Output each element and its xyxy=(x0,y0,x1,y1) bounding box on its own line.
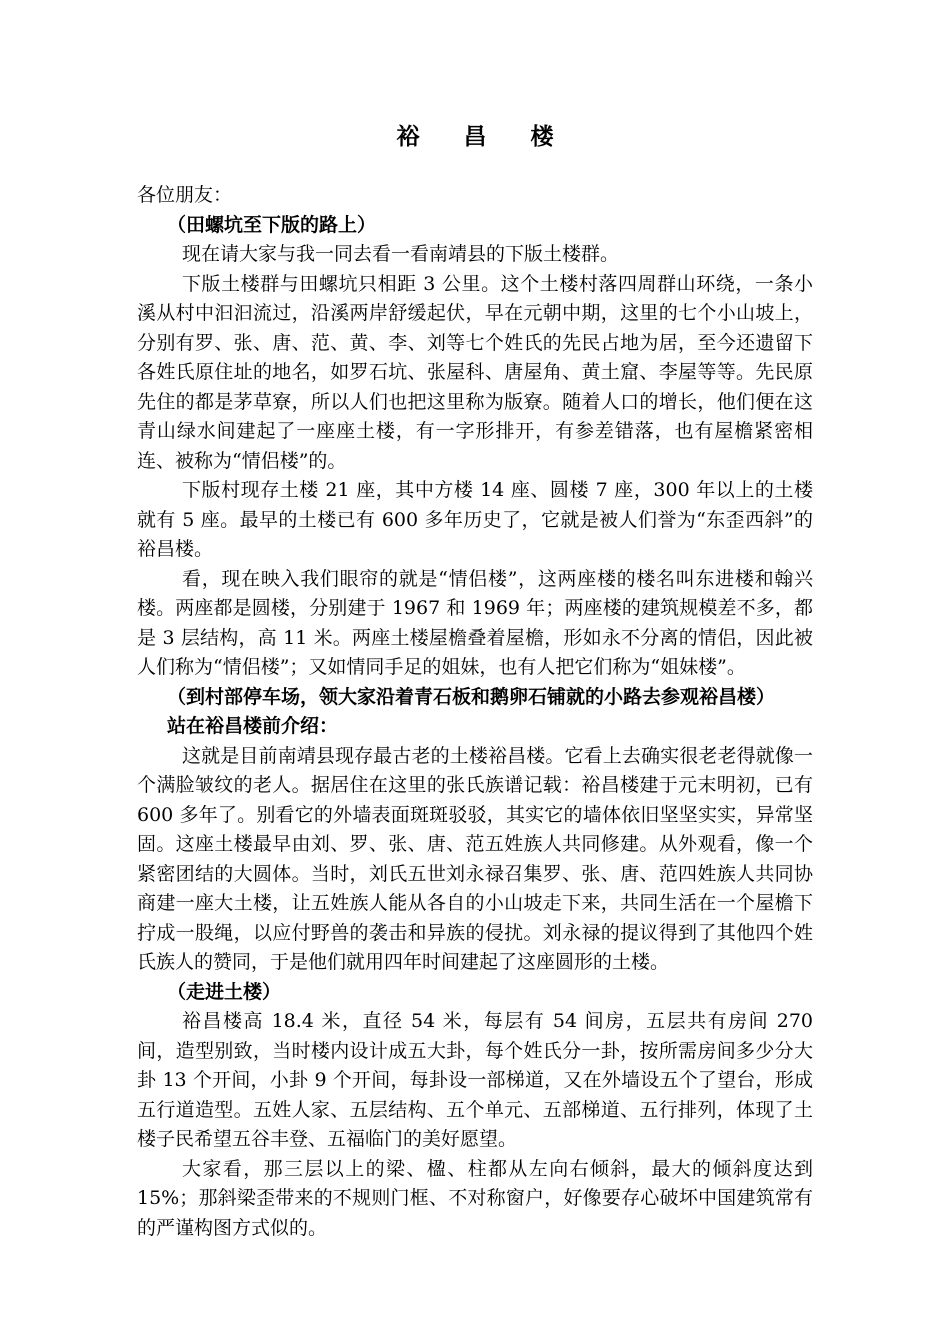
paragraph: 现在请大家与我一同去看一看南靖县的下版土楼群。 xyxy=(182,243,620,265)
paragraph: 下版村现存土楼 21 座，其中方楼 14 座、圆楼 7 座，300 年以上的土楼就有 5 座。最早的土楼已有 600 多年历史了，它就是被人们誉为“东歪西斜”的裕昌楼。 xyxy=(137,479,813,560)
stage-direction: （田螺坑至下版的路上） xyxy=(167,213,377,236)
paragraph: 下版土楼群与田螺坑只相距 3 公里。这个土楼村落四周群山环绕，一条小溪从村中汩汩流过，沿溪两岸舒缓起伏，早在元朝中期，这里的七个小山坡上，分别有罗、张、唐、范、黄、李、刘等七个姓氏的先民占地为居，至今还遗留下各姓氏原住址的地名，如罗石坑、张屋科、唐屋角、黄土窟、李屋等等。先民原先住的都是茅草寮，所以人们也把这里称为版寮。随着人口的增长，他们便在这青山绿水间建起了一座座土楼，有一字形排开，有参差错落，也有屋檐紧密相连、被称为“情侣楼”的。 xyxy=(137,272,813,472)
paragraph: 大家看，那三层以上的梁、楹、柱都从左向右倾斜，最大的倾斜度达到 15%；那斜梁歪带来的不规则门框、不对称窗户，好像要存心破坏中国建筑常有的严谨构图方式似的。 xyxy=(137,1157,813,1239)
paragraph: 这就是目前南靖县现存最古老的土楼裕昌楼。它看上去确实很老老得就像一个满脸皱纹的老人。据居住在这里的张氏族谱记载：裕昌楼建于元末明初，已有 600 多年了。别看它的外墙表面斑斑驳驳，其实它的墙体依旧坚坚实实，异常坚固。这座土楼最早由刘、罗、张、唐、范五姓族人共同修建。从外观看，像一个紧密团结的大圆体。当时，刘氏五世刘永禄召集罗、张、唐、范四姓族人共同协商建一座大土楼，让五姓族人能从各自的小山坡走下来，共同生活在一个屋檐下拧成一股绳，以应付野兽的袭击和异族的侵扰。刘永禄的提议得到了其他四个姓氏族人的赞同，于是他们就用四年时间建起了这座圆形的土楼。 xyxy=(137,744,813,973)
page-title: 裕 昌 楼 xyxy=(396,123,572,150)
paragraph: 看，现在映入我们眼帘的就是“情侣楼”，这两座楼的楼名叫东进楼和翰兴楼。两座都是圆楼，分别建于 1967 和 1969 年；两座楼的建筑规模差不多，都是 3 层结构，高 11 米。两座土楼屋檐叠着屋檐，形如永不分离的情侣，因此被人们称为“情侣楼”；又如情同手足的姐妹，也有人把它们称为“姐妹楼”。 xyxy=(137,567,813,678)
greeting: 各位朋友： xyxy=(137,184,233,206)
paragraph: 裕昌楼高 18.4 米，直径 54 米，每层有 54 间房，五层共有房间 270 间，造型别致，当时楼内设计成五大卦，每个姓氏分一卦，按所需房间多少分大卦 13 个开间，小卦 9 个开间，每卦设一部梯道，又在外墙设五个了望台，形成五行道造型。五姓人家、五层结构、五个单元、五部梯道、五行排列，体现了土楼子民希望五谷丰登、五福临门的美好愿望。 xyxy=(137,1010,813,1150)
document-body xyxy=(137,120,813,1243)
stage-direction: （到村部停车场，领大家沿着青石板和鹅卵石铺就的小路去参观裕昌楼） xyxy=(167,685,776,708)
stage-direction: （走进土楼） xyxy=(167,980,282,1003)
section-heading: 站在裕昌楼前介绍： xyxy=(167,715,339,737)
